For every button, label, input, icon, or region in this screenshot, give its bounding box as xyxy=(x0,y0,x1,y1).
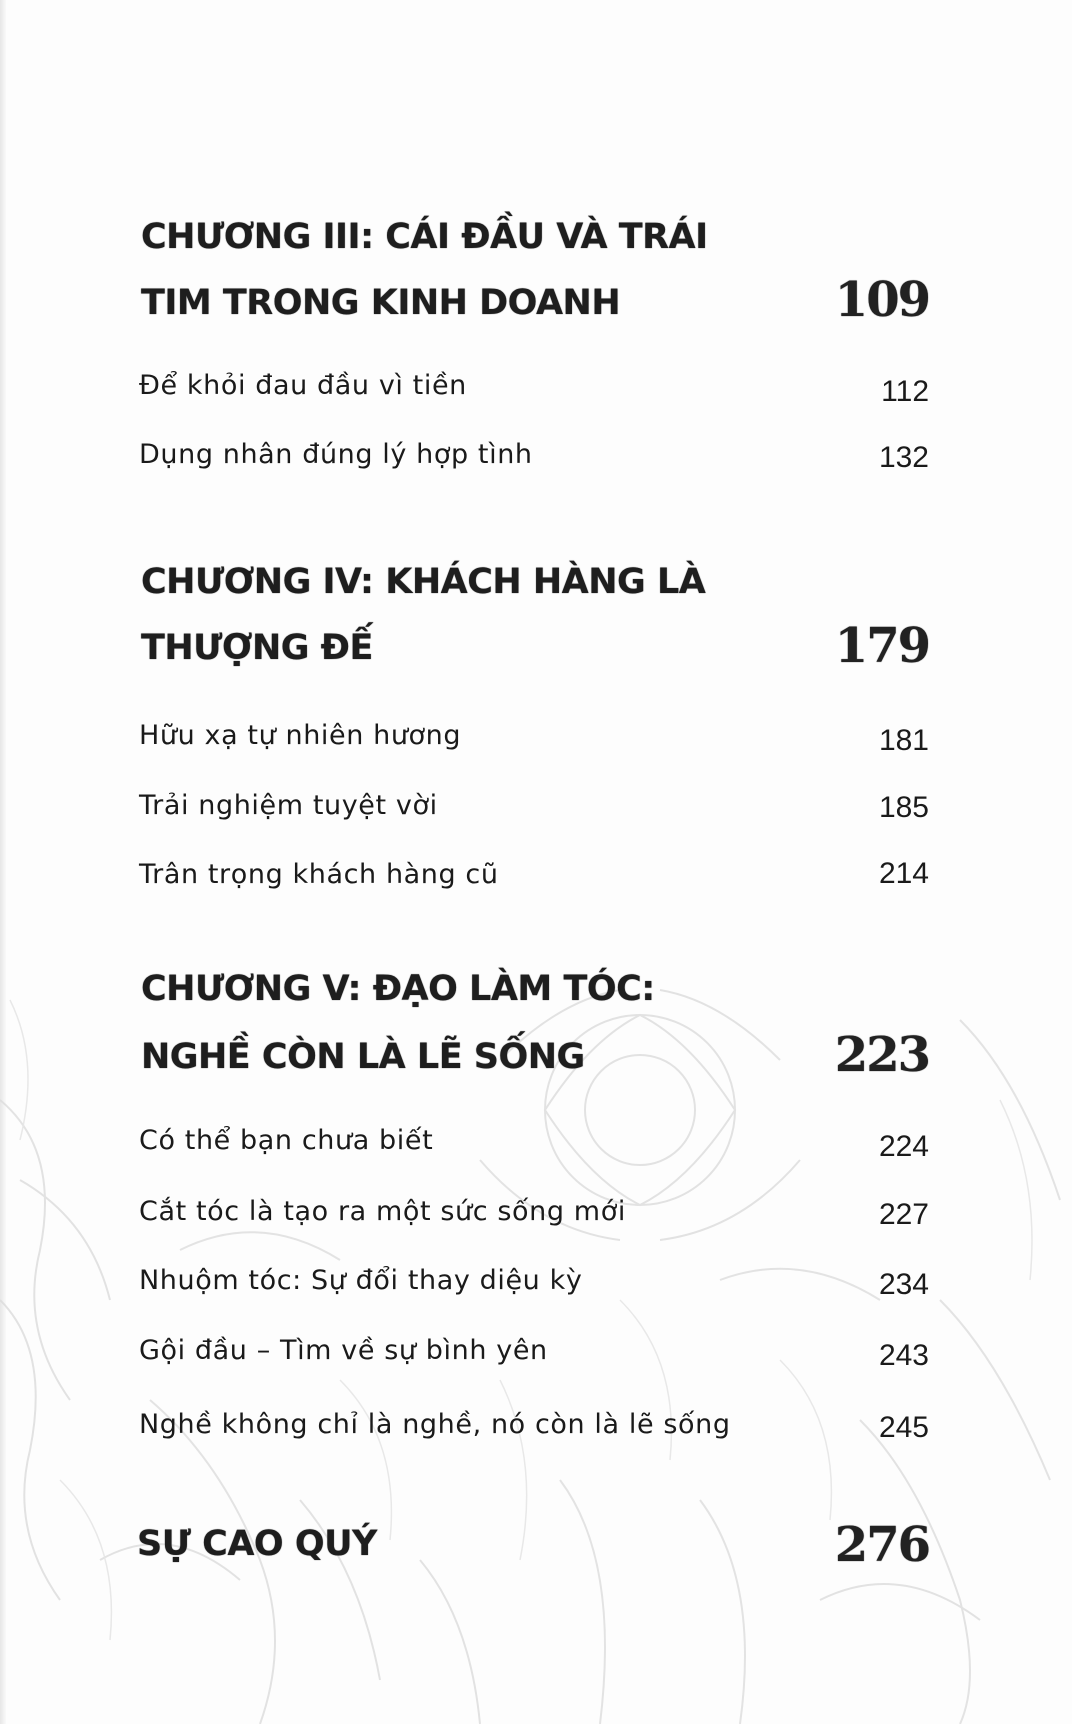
chapter-title-line2: NGHỀ CÒN LÀ LẼ SỐNG xyxy=(141,1037,585,1077)
toc-item-title: Có thể bạn chưa biết xyxy=(139,1125,434,1156)
chapter-title-line1: CHƯƠNG V: ĐẠO LÀM TÓC: xyxy=(141,969,655,1009)
toc-item-page: 181 xyxy=(878,724,929,757)
toc-item-page: 234 xyxy=(878,1268,929,1301)
section-page-number: 276 xyxy=(834,1517,929,1573)
toc-item-title: Dụng nhân đúng lý hợp tình xyxy=(139,439,533,470)
toc-item-page: 214 xyxy=(878,857,929,890)
chapter-title-line1: CHƯƠNG III: CÁI ĐẦU VÀ TRÁI xyxy=(141,217,708,257)
toc-item-title: Cắt tóc là tạo ra một sức sống mới xyxy=(139,1196,626,1227)
toc-item-page: 243 xyxy=(878,1339,929,1372)
toc-item-title: Nhuộm tóc: Sự đổi thay diệu kỳ xyxy=(139,1265,583,1296)
toc-item-page: 224 xyxy=(878,1130,929,1163)
chapter-title-line1: CHƯƠNG IV: KHÁCH HÀNG LÀ xyxy=(141,562,706,602)
chapter-page-number: 109 xyxy=(834,272,929,328)
toc-item-page: 185 xyxy=(878,791,929,824)
chapter-page-number: 179 xyxy=(834,618,929,674)
toc-item-page: 132 xyxy=(878,441,929,474)
toc-item-title: Hữu xạ tự nhiên hương xyxy=(139,720,462,751)
chapter-title-line2: THƯỢNG ĐẾ xyxy=(141,628,373,668)
section-title: SỰ CAO QUÝ xyxy=(137,1524,377,1564)
toc-item-page: 245 xyxy=(878,1411,929,1444)
toc-item-title: Nghề không chỉ là nghề, nó còn là lẽ sống xyxy=(139,1409,731,1440)
toc-item-page: 112 xyxy=(881,375,929,408)
toc-item-title: Trải nghiệm tuyệt vời xyxy=(139,790,438,821)
toc-item-page: 227 xyxy=(878,1198,929,1231)
toc-item-title: Trân trọng khách hàng cũ xyxy=(139,859,499,890)
chapter-page-number: 223 xyxy=(834,1027,929,1083)
page-edge-shadow xyxy=(0,0,6,1724)
toc-item-title: Để khỏi đau đầu vì tiền xyxy=(139,370,467,401)
chapter-title-line2: TIM TRONG KINH DOANH xyxy=(141,283,621,323)
toc-item-title: Gội đầu – Tìm về sự bình yên xyxy=(139,1335,548,1366)
